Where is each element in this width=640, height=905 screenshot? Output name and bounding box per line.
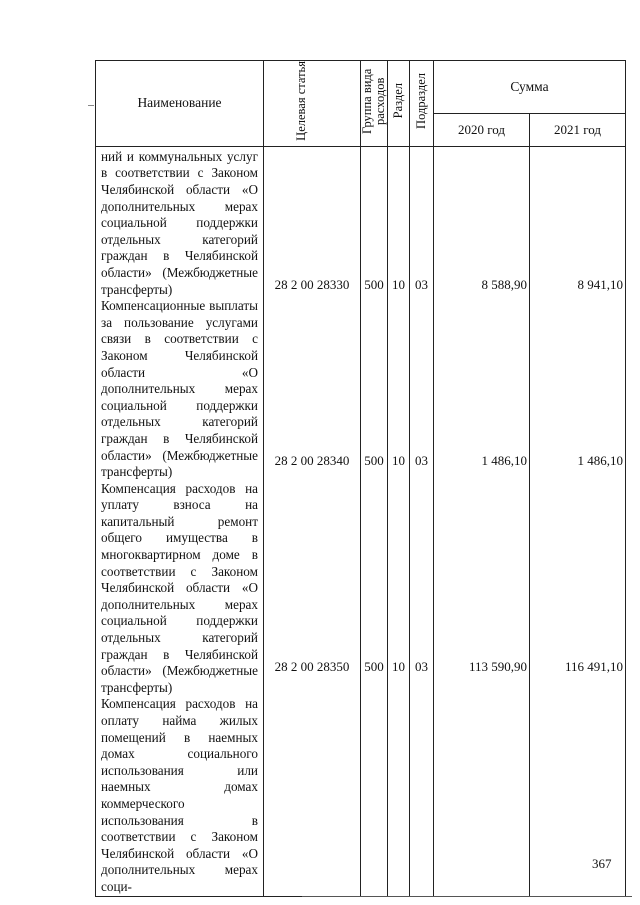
header-name: Наименование: [96, 61, 264, 147]
row-1-code: 28 2 00 28330: [274, 276, 350, 292]
row-2-code: 28 2 00 28340: [274, 452, 350, 468]
subsection-column: [410, 146, 434, 896]
row-1-subsection: 03: [415, 276, 428, 292]
header-section-label: Раздел: [390, 83, 405, 119]
sum-2021-column: [530, 146, 626, 896]
header-expense-group-label: Группа вида расходов: [360, 68, 388, 134]
sum-2020-column: [434, 146, 530, 896]
header-subsection: [410, 61, 434, 147]
row-3-name: Компенсация расходов на уплату взноса на капитальный ремонт общего имущества в многоквартирном доме в соответствии с Законом Челябинской области «О дополнительных мерах социальной поддержки отдельных категорий граждан в Челябинской области» (Межбюджетные трансферты): [101, 480, 258, 695]
group-column: [361, 146, 388, 896]
header-expense-group: [361, 61, 388, 147]
row-3-section: 10: [392, 658, 405, 674]
row-2-section: 10: [392, 452, 405, 468]
row-1-name: ний и коммунальных услуг в соответствии с Законом Челябинской области «О дополнительных мерах социальной поддержки отдельных категорий граждан в Челябинской области» (Межбюджетные трансферты): [101, 148, 258, 297]
name-column: [96, 146, 264, 896]
row-2-sum-2020: 1 486,10: [481, 452, 527, 468]
code-column: [264, 146, 361, 896]
section-column: [388, 146, 410, 896]
row-1-sum-2020: 8 588,90: [481, 276, 527, 292]
header-target-article: [264, 61, 361, 147]
header-sum: Сумма: [434, 61, 626, 114]
footer-divider: [302, 896, 632, 897]
row-3-sum-2020: 113 590,90: [468, 658, 527, 674]
header-section: [388, 61, 410, 147]
row-4-name: Компенсация расходов на оплату найма жилых помещений в наемных домах социального использования или наемных домах коммерческого использования в соответствии с Законом Челябинской области «О дополнительных мерах соци-: [101, 696, 258, 894]
row-3-code: 28 2 00 28350: [274, 658, 350, 674]
row-2-sum-2021: 1 486,10: [577, 452, 624, 468]
page-number: 367: [592, 856, 612, 871]
row-3-sum-2021: 116 491,10: [564, 658, 624, 674]
row-1-sum-2021: 8 941,10: [577, 276, 624, 292]
header-year-2020: 2020 год: [434, 114, 530, 147]
row-3-subsection: 03: [415, 658, 428, 674]
row-1-group: 500: [364, 276, 384, 292]
row-1-section: 10: [392, 276, 405, 292]
row-3-group: 500: [364, 658, 384, 674]
row-2-subsection: 03: [415, 452, 428, 468]
header-year-2021: 2021 год: [530, 114, 626, 147]
header-target-article-label: Целевая статья: [294, 61, 308, 141]
row-2-name: Компенсационные выплаты за пользование услугами связи в соответствии с Законом Челябинской области «О дополнительных мерах социальной поддержки отдельных категорий граждан в Челябинской области» (Межбюджетные трансферты): [101, 298, 258, 480]
margin-mark: [88, 105, 94, 106]
budget-table: [95, 60, 626, 897]
header-subsection-label: Подраздел: [413, 72, 428, 129]
row-2-group: 500: [364, 452, 384, 468]
